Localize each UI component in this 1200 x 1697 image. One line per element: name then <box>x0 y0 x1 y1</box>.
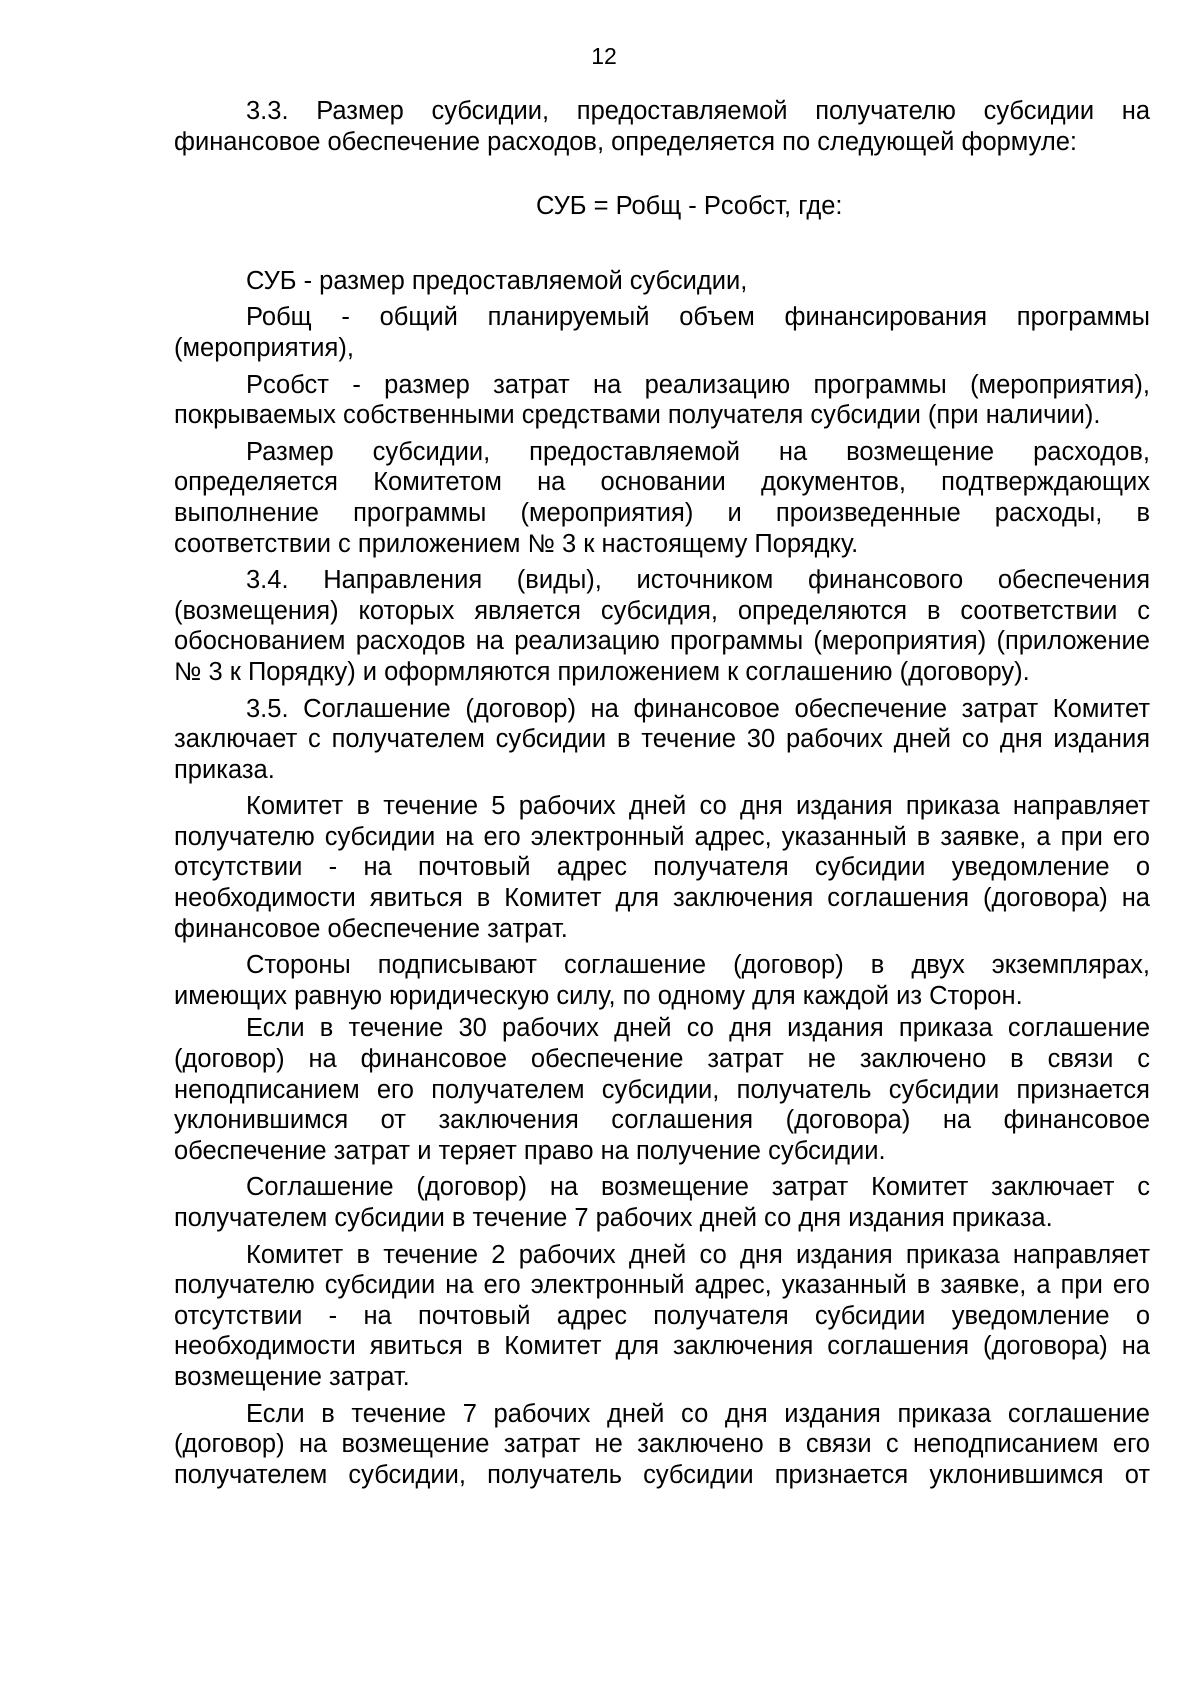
page-number: 12 <box>591 43 617 69</box>
paragraph-reimbursement-size: Размер субсидии, предоставляемой на возмещение расходов, определяется Комитетом на основании документов, подтверждающих выполнение программы (мероприятия) и произведенные расходы, в соответствии с приложением № 3 к настоящему Порядку. <box>174 437 1150 558</box>
formula-definition-total: Робщ - общий планируемый объем финансирования программы (мероприятия), <box>174 303 1150 362</box>
paragraph-3-4-directions: 3.4. Направления (виды), источником финансового обеспечения (возмещения) которых является субсидия, определяются в соответствии с обоснованием расходов на реализацию программы (мероприятия) (приложение № 3 к Порядку) и оформляются приложением к соглашению (договору). <box>174 566 1150 686</box>
formula-definition-sub: СУБ - размер предоставляемой субсидии, <box>246 266 748 295</box>
paragraph-parties-sign: Стороны подписывают соглашение (договор) в двух экземплярах, имеющих равную юридическую силу, по одному для каждой из Сторон. <box>174 951 1150 1010</box>
subsidy-formula: СУБ = Робщ - Рсобст, где: <box>536 192 843 221</box>
paragraph-3-3-formula-intro: 3.3. Размер субсидии, предоставляемой получателю субсидии на финансовое обеспечение расходов, определяется по следующей формуле: <box>174 97 1150 156</box>
paragraph-notification-5-days: Комитет в течение 5 рабочих дней со дня издания приказа направляет получателю субсидии на его электронный адрес, указанный в заявке, а при его отсутствии - на почтовый адрес получателя субсидии уведомление о необходимости явиться в Комитет для заключения соглашения (договора) на финансовое обеспечение затрат. <box>174 792 1150 943</box>
paragraph-3-5-agreement: 3.5. Соглашение (договор) на финансовое обеспечение затрат Комитет заключает с получателем субсидии в течение 30 рабочих дней со дня издания приказа. <box>174 694 1150 784</box>
paragraph-reimbursement-agreement: Соглашение (договор) на возмещение затрат Комитет заключает с получателем субсидии в течение 7 рабочих дней со дня издания приказа. <box>174 1173 1150 1232</box>
document-body <box>174 96 1150 1490</box>
paragraph-notification-2-days: Комитет в течение 2 рабочих дней со дня издания приказа направляет получателю субсидии на его электронный адрес, указанный в заявке, а при его отсутствии - на почтовый адрес получателя субсидии уведомление о необходимости явиться в Комитет для заключения соглашения (договора) на возмещение затрат. <box>174 1240 1150 1391</box>
formula-definition-own-funds: Рсобст - размер затрат на реализацию программы (мероприятия), покрываемых собственными средствами получателя субсидии (при наличии). <box>174 370 1150 430</box>
paragraph-evasion-30-days: Если в течение 30 рабочих дней со дня издания приказа соглашение (договор) на финансовое обеспечение затрат не заключено в связи с неподписанием его получателем субсидии, получатель субсидии признается уклонившимся от заключения соглашения (договора) на финансовое обеспечение затрат и теряет право на получение субсидии. <box>174 1014 1150 1165</box>
paragraph-evasion-7-days: Если в течение 7 рабочих дней со дня издания приказа соглашение (договор) на возмещение затрат не заключено в связи с неподписанием его получателем субсидии, получатель субсидии признается уклонившимся от <box>174 1399 1150 1489</box>
